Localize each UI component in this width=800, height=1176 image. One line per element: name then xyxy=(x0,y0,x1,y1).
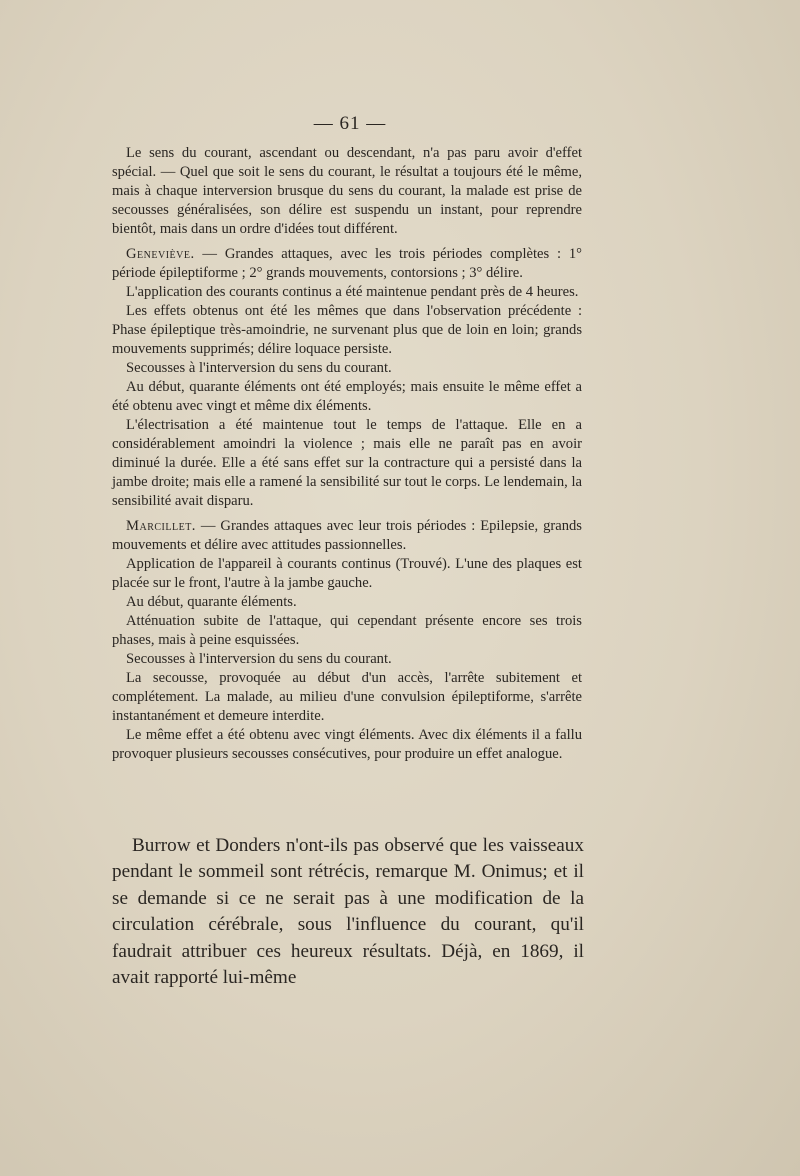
main-text xyxy=(112,833,584,991)
paragraph: Atténuation subite de l'attaque, qui cependant présente encore ses trois phases, mais à peine esquissées. xyxy=(112,613,582,648)
paragraph: Au début, quarante éléments. xyxy=(126,594,297,610)
marcillet-heading-paragraph xyxy=(112,517,582,555)
paragraph: Le sens du courant, ascendant ou descendant, n'a pas paru avoir d'effet spécial. — Quel que soit le sens du courant, le résultat a toujours été le même, mais à chaque interversion brusque du sens du courant, la malade est prise de secousses généralisées, son délire est suspendu un instant, pour reprendre bientôt, mais dans un ordre d'idées tout différent. xyxy=(112,145,582,237)
paragraph: Application de l'appareil à courants continus (Trouvé). L'une des plaques est placée sur le front, l'autre à la jambe gauche. xyxy=(112,556,582,591)
paragraph: L'électrisation a été maintenue tout le temps de l'attaque. Elle en a considérablement amoindri la violence ; mais elle ne paraît pas en avoir diminué la durée. Elle a été sans effet sur la contracture qui a persisté dans la jambe droite; mais elle a ramené la sensibilité sur tout le corps. Le lendemain, la sensibilité avait disparu. xyxy=(112,417,582,509)
patient-name: Marcillet. xyxy=(126,518,196,534)
page-number: — 61 — xyxy=(313,113,387,134)
genevieve-heading-paragraph xyxy=(112,245,582,283)
paragraph: Secousses à l'interversion du sens du courant. xyxy=(126,360,392,376)
paragraph: La secousse, provoquée au début d'un accès, l'arrête subitement et complétement. La malade, au milieu d'une convulsion épileptiforme, s'arrête instantanément et demeure interdite. xyxy=(112,670,582,724)
paragraph: Les effets obtenus ont été les mêmes que dans l'observation précédente : Phase épileptique très-amoindrie, ne survenant plus que de loin en loin; grands mouvements supprimés; délire loquace persiste. xyxy=(112,303,582,357)
observation-notes xyxy=(112,144,582,764)
patient-name: Geneviève. xyxy=(126,246,195,262)
paragraph: Burrow et Donders n'ont-ils pas observé que les vaisseaux pendant le sommeil sont rétrécis, remarque M. Onimus; et il se demande si ce ne serait pas à une modification de la circulation cérébrale, sous l'influence du courant, qu'il faudrait attribuer ces heureux résultats. Déjà, en 1869, il avait rapporté lui-même xyxy=(112,835,584,989)
paragraph-text: — Grandes attaques avec leur trois périodes : Epilepsie, grands mouvements et délire avec attitudes passionnelles. xyxy=(112,518,582,553)
paragraph: Le même effet a été obtenu avec vingt éléments. Avec dix éléments il a fallu provoquer plusieurs secousses consécutives, pour produire un effet analogue. xyxy=(112,727,582,762)
paragraph: Secousses à l'interversion du sens du courant. xyxy=(126,651,392,667)
paragraph: L'application des courants continus a été maintenue pendant près de 4 heures. xyxy=(126,284,579,300)
paragraph-text: — Grandes attaques, avec les trois périodes complètes : 1° période épileptiforme ; 2° grands mouvements, contorsions ; 3° délire. xyxy=(112,246,582,281)
paragraph: Au début, quarante éléments ont été employés; mais ensuite le même effet a été obtenu avec vingt et même dix éléments. xyxy=(112,379,582,414)
